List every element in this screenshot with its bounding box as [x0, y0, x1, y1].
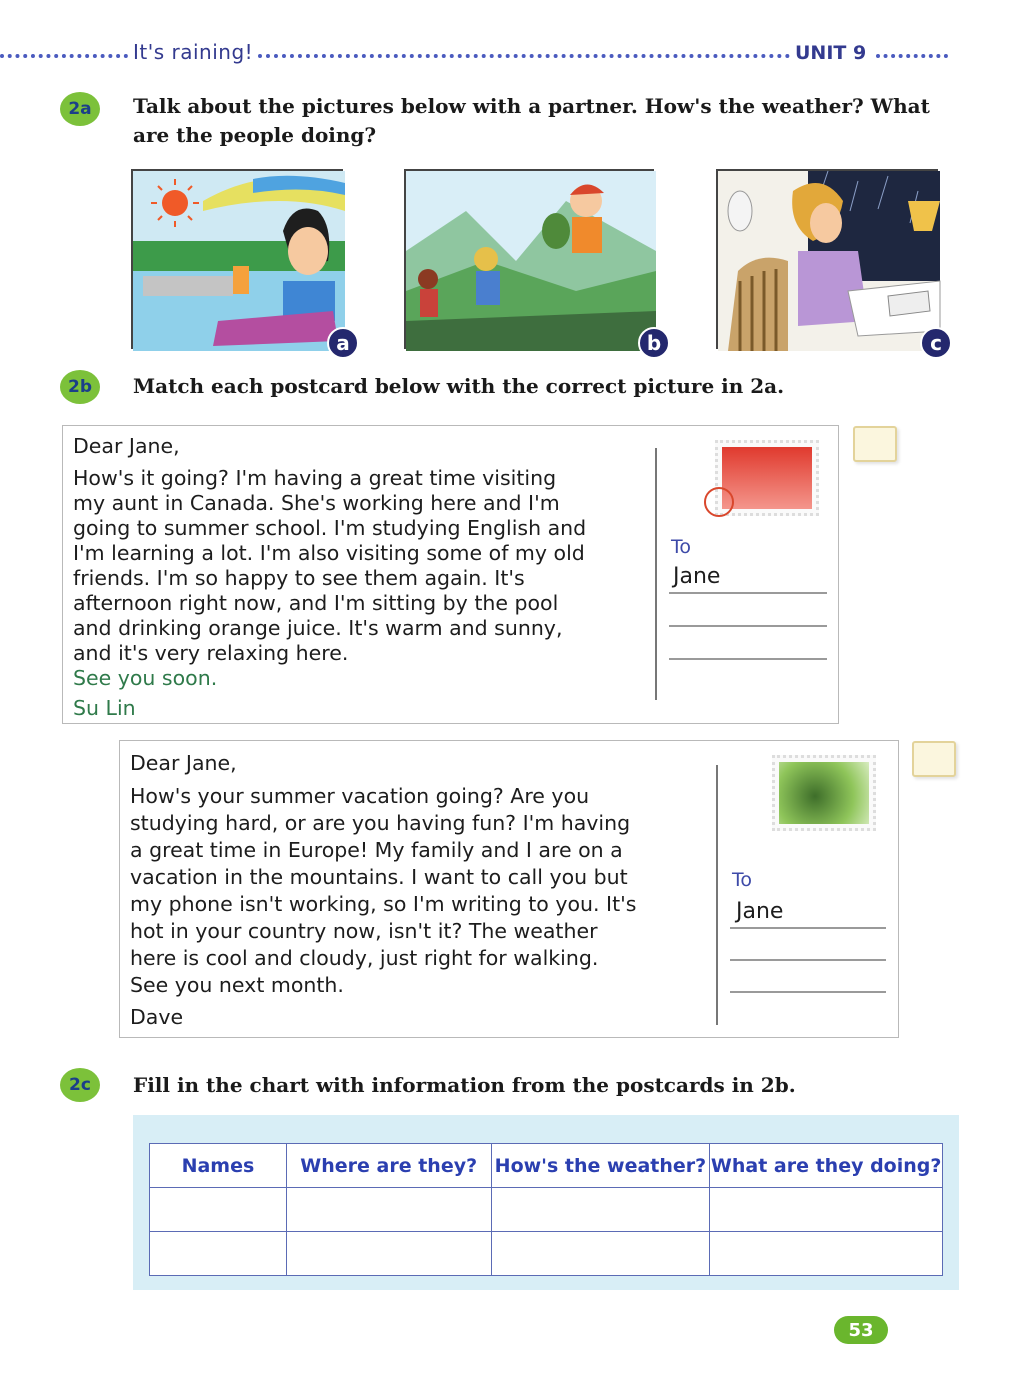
writing-desk-illustration [718, 171, 940, 351]
maple-leaf-stamp-icon [722, 447, 812, 509]
badge-2a: 2a [60, 92, 100, 126]
postcard-2-to-label: To [732, 869, 753, 891]
postcard-1-line: How's it going? I'm having a great time visiting [73, 466, 557, 490]
picture-c-writing [716, 169, 942, 355]
instruction-2c: Fill in the chart with information from the postcards in 2b. [133, 1073, 796, 1097]
postcard-1-body [73, 466, 663, 666]
picture-label-a: a [327, 327, 359, 359]
postcard-1-recipient: Jane [673, 564, 721, 589]
postcard-1-line: my aunt in Canada. She's working here and I'm [73, 491, 560, 515]
header-dots-left [0, 54, 128, 58]
postcard-1-signature: Su Lin [73, 696, 136, 720]
postcard-1-divider [655, 448, 657, 700]
chart-cell[interactable] [710, 1188, 943, 1232]
header-dots-middle [258, 54, 790, 58]
chart-background [133, 1115, 959, 1290]
badge-2c: 2c [60, 1068, 100, 1102]
postcard-1-line: friends. I'm so happy to see them again. It's [73, 566, 525, 590]
chart-column-header: What are they doing? [710, 1144, 943, 1188]
picture-b-mountains [404, 169, 662, 355]
chart-cell[interactable] [150, 1188, 287, 1232]
chart-cell[interactable] [286, 1188, 491, 1232]
address-line [669, 658, 827, 660]
postcard-2 [119, 740, 899, 1038]
postcard-2-answer-box[interactable] [912, 741, 956, 777]
picture-label-c: c [920, 327, 952, 359]
postcard-2-line: studying hard, or are you having fun? I'm having [130, 811, 631, 835]
unit-header [0, 40, 960, 70]
chart-row [150, 1188, 943, 1232]
chart-row [150, 1232, 943, 1276]
postcard-1-closing: See you soon. [73, 666, 218, 690]
postcard-1-line: and it's very relaxing here. [73, 641, 349, 665]
unit-label: UNIT 9 [795, 42, 867, 64]
header-dots-right [876, 54, 948, 58]
postcard-2-signature: Dave [130, 1005, 184, 1029]
postcard-1 [62, 425, 839, 724]
chart-cell[interactable] [286, 1232, 491, 1276]
postcard-1-line: I'm learning a lot. I'm also visiting some of my old [73, 541, 585, 565]
postmark-icon [704, 487, 734, 517]
postcard-2-line: How's your summer vacation going? Are you [130, 784, 590, 808]
chart-column-header: How's the weather? [491, 1144, 710, 1188]
address-line [730, 959, 886, 961]
chart-cell[interactable] [491, 1188, 710, 1232]
instruction-2b: Match each postcard below with the correct picture in 2a. [133, 374, 785, 398]
postcard-1-answer-box[interactable] [853, 426, 897, 462]
postcard-1-stamp [715, 440, 819, 516]
chart-cell[interactable] [150, 1232, 287, 1276]
postcard-2-line: a great time in Europe! My family and I are on a [130, 838, 623, 862]
chart-column-header: Names [150, 1144, 287, 1188]
postcard-2-line: See you next month. [130, 973, 344, 997]
pool-scene-illustration [133, 171, 345, 351]
picture-label-b: b [638, 327, 670, 359]
postcard-1-line: and drinking orange juice. It's warm and sunny, [73, 616, 563, 640]
chart-cell[interactable] [710, 1232, 943, 1276]
chart-header-row [150, 1144, 943, 1188]
postcard-2-line: my phone isn't working, so I'm writing to you. It's [130, 892, 637, 916]
lesson-title: It's raining! [133, 40, 254, 64]
postcard-2-divider [716, 765, 718, 1025]
postcard-2-line: vacation in the mountains. I want to call you but [130, 865, 628, 889]
tree-stamp-icon [779, 762, 869, 824]
mountain-hiking-illustration [406, 171, 656, 351]
page-number: 53 [834, 1316, 888, 1344]
address-line [669, 625, 827, 627]
postcard-2-body [130, 783, 710, 999]
instruction-2a: Talk about the pictures below with a partner. How's the weather? What are the people doing? [133, 94, 930, 147]
postcard-1-line: afternoon right now, and I'm sitting by the pool [73, 591, 559, 615]
postcard-2-stamp [772, 755, 876, 831]
postcard-2-recipient: Jane [736, 899, 784, 924]
postcard-2-greeting: Dear Jane, [130, 751, 237, 775]
picture-a-pool [131, 169, 350, 355]
info-chart [149, 1143, 943, 1276]
chart-cell[interactable] [491, 1232, 710, 1276]
postcard-2-line: hot in your country now, isn't it? The weather [130, 919, 598, 943]
postcard-1-to-label: To [671, 536, 692, 558]
postcard-2-line: here is cool and cloudy, just right for walking. [130, 946, 599, 970]
postcard-1-line: going to summer school. I'm studying English and [73, 516, 587, 540]
address-line [730, 927, 886, 929]
postcard-1-greeting: Dear Jane, [73, 434, 180, 458]
badge-2b: 2b [60, 370, 100, 404]
address-line [730, 991, 886, 993]
chart-column-header: Where are they? [286, 1144, 491, 1188]
address-line [669, 592, 827, 594]
